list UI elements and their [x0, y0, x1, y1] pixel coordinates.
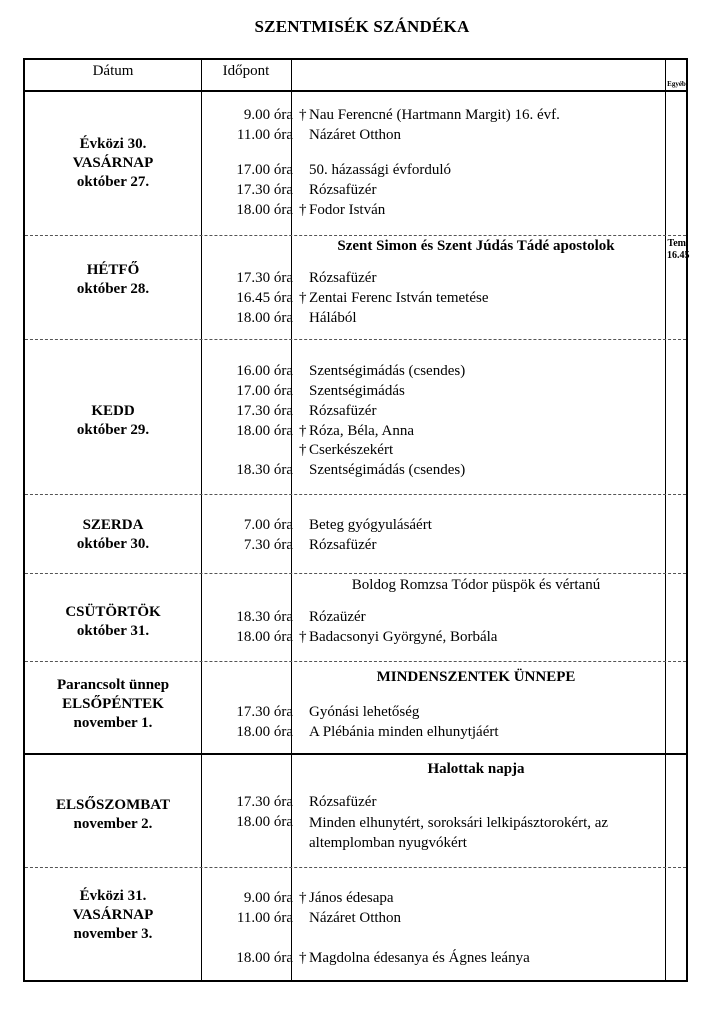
row-date: Évközi 30. VASÁRNAP október 27.: [72, 136, 154, 190]
row-date: CSÜTÖRTÖK október 31.: [65, 604, 161, 639]
mass-time: 11.00 óra: [236, 127, 293, 143]
row-separator: [25, 573, 686, 574]
mass-intention: † Nau Ferencné (Hartmann Margit) 16. évf.: [299, 107, 560, 123]
mass-time: 18.30 óra: [236, 609, 293, 625]
mass-intention: Szentségimádás (csendes): [309, 462, 466, 478]
mass-time: 18.00 óra: [236, 814, 293, 830]
mass-intention: 50. házassági évforduló: [309, 162, 452, 178]
mass-intention: A Plébánia minden elhunytjáért: [309, 724, 499, 740]
mass-time: 11.00 óra: [236, 910, 293, 926]
row-date: Parancsolt ünnep ELSŐPÉNTEK november 1.: [56, 677, 170, 731]
row-separator: [25, 339, 686, 340]
mass-intention: Názáret Otthon: [309, 910, 402, 926]
header-other: Egyéb: [667, 80, 686, 88]
mass-time: 18.00 óra: [236, 629, 293, 645]
mass-intention: Rózsafüzér: [309, 270, 377, 286]
mass-time: 17.30 óra: [236, 794, 293, 810]
mass-time: 18.30 óra: [236, 462, 293, 478]
mass-time: 9.00 óra: [243, 890, 293, 906]
mass-time: 18.00 óra: [236, 310, 293, 326]
header-separator: [25, 90, 686, 92]
row-separator: [25, 867, 686, 868]
mass-time: 18.00 óra: [236, 950, 293, 966]
mass-time: 17.30 óra: [236, 403, 293, 419]
mass-time: 7.00 óra: [243, 517, 293, 533]
mass-time: 17.30 óra: [236, 270, 293, 286]
mass-intention: † János édesapa: [299, 890, 394, 906]
mass-intention: † Cserkészekért: [299, 442, 394, 458]
other-note: Tem. 16.45: [667, 238, 690, 261]
mass-intention: Beteg gyógyulásáért: [309, 517, 432, 533]
mass-time: 17.30 óra: [236, 704, 293, 720]
schedule-table: [23, 58, 688, 982]
header-time: Időpont: [222, 63, 270, 79]
page-title: SZENTMISÉK SZÁNDÉKA: [254, 17, 470, 36]
mass-time: 17.30 óra: [236, 182, 293, 198]
row-date: HÉTFŐ október 28.: [76, 262, 150, 297]
row-separator: [25, 753, 686, 755]
row-date: SZERDA október 30.: [76, 517, 150, 552]
feast-title: Boldog Romzsa Tódor püspök és vértanú: [351, 577, 601, 593]
mass-intention: Szentségimádás (csendes): [309, 363, 466, 379]
feast-title: Halottak napja: [427, 761, 525, 777]
mass-intention: † Magdolna édesanya és Ágnes leánya: [299, 950, 530, 966]
row-separator: [25, 661, 686, 662]
row-separator: [25, 235, 686, 236]
row-separator: [25, 494, 686, 495]
mass-intention: † Zentai Ferenc István temetése: [299, 290, 489, 306]
mass-intention: † Róza, Béla, Anna: [299, 423, 414, 439]
mass-time: 16.00 óra: [236, 363, 293, 379]
mass-time: 16.45 óra: [236, 290, 293, 306]
header-date: Dátum: [92, 63, 134, 79]
mass-intention: Rózsafüzér: [309, 403, 377, 419]
mass-intention: Szentségimádás: [309, 383, 405, 399]
mass-time: 18.00 óra: [236, 423, 293, 439]
mass-intention: † Badacsonyi Györgyné, Borbála: [299, 629, 498, 645]
mass-time: 9.00 óra: [243, 107, 293, 123]
mass-intention: Rózsafüzér: [309, 537, 377, 553]
mass-intention: Minden elhunytért, soroksári lelkipásztorokért, az altemplomban nyugvókért: [309, 815, 609, 851]
mass-time: 17.00 óra: [236, 162, 293, 178]
mass-time: 18.00 óra: [236, 724, 293, 740]
mass-intention: Rózsafüzér: [309, 182, 377, 198]
mass-time: 7.30 óra: [243, 537, 293, 553]
mass-time: 18.00 óra: [236, 202, 293, 218]
row-date: Évközi 31. VASÁRNAP november 3.: [72, 888, 154, 942]
mass-intention: † Fodor István: [299, 202, 386, 218]
row-date: ELSŐSZOMBAT november 2.: [56, 797, 170, 832]
mass-intention: Názáret Otthon: [309, 127, 402, 143]
mass-intention: Hálából: [309, 310, 357, 326]
row-date: KEDD október 29.: [76, 403, 150, 438]
mass-intention: Rózaüzér: [309, 609, 366, 625]
feast-title: Szent Simon és Szent Júdás Tádé apostolok: [337, 238, 615, 254]
mass-intention: Rózsafüzér: [309, 794, 377, 810]
mass-time: 17.00 óra: [236, 383, 293, 399]
feast-title: MINDENSZENTEK ÜNNEPE: [376, 669, 576, 685]
mass-intention: Gyónási lehetőség: [309, 704, 420, 720]
